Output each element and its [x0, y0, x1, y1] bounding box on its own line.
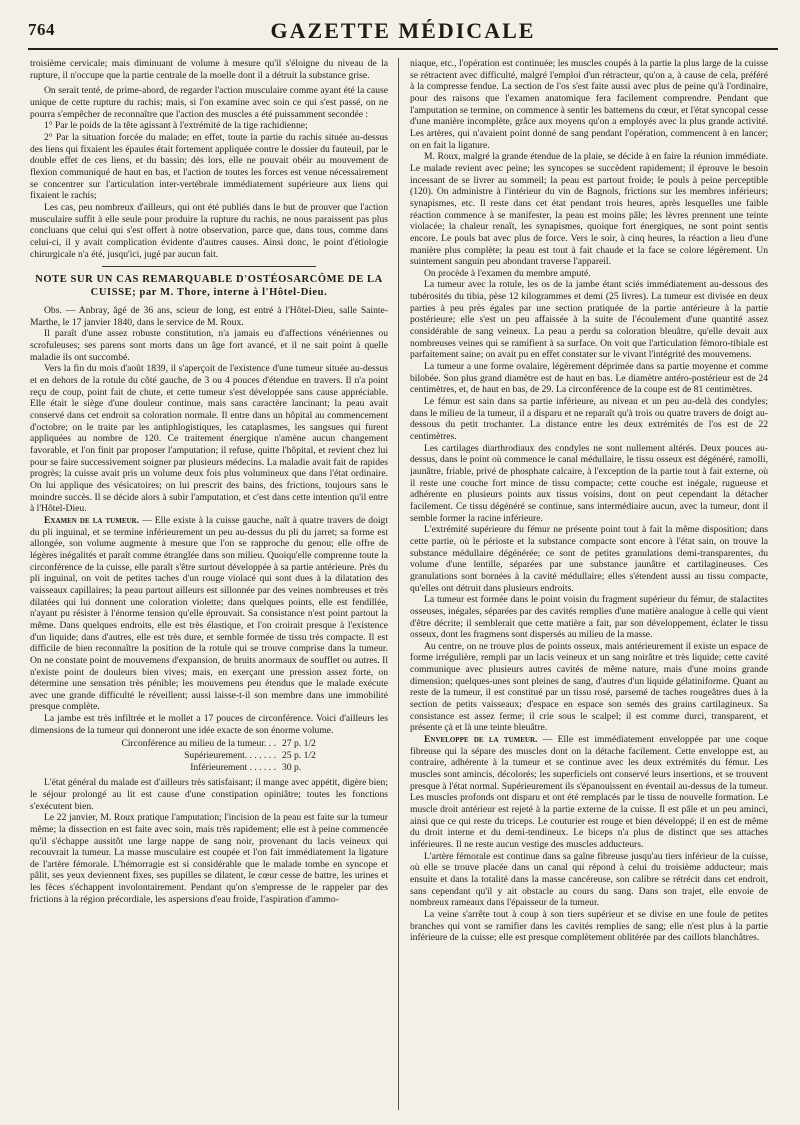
measurement-row: [30, 750, 388, 762]
paragraph: [30, 515, 388, 713]
title-rule: [102, 266, 317, 267]
measurement-value: 30 p.: [282, 761, 302, 773]
paragraph: niaque, etc., l'opération est continuée; les muscles coupés à la partie la plus large de la cuisse se rétractent avec difficulté, malgré l'emploi d'un rétracteur, qu'on a, à cause de cela, préféré à la compresse fendue. La section de l'os s'est faite aussi avec plus de peine qu'à l'ordinaire, pour des raisons que l'examen anatomique fera facilement comprendre. Pendant que l'amputation se termine, on commence à sentir les battemens du cœur, et l'état syncopal cesse d'une manière incomplète, grâce aux moyens qu'on a employés avec la plus grande activité. Les artères, qui n'avaient point donné de sang pendant l'opération, commencent à en lancer; on en fait la ligature.: [410, 58, 768, 151]
paragraph: Les cartilages diarthrodiaux des condyles ne sont nullement altérés. Deux pouces au-dessus, dans le point où commence le canal médullaire, le tissu osseux est dégénéré, ramolli, jaunâtre, friable, privé de phosphate calcaire, à l'exception de la partie tout à fait externe, où il reste une couche fort mince de tissu compacte; cette couche est inégale, rugueuse et adhérente en plusieurs points aux tissus voisins, dont on peut cependant la détacher facilement. Ce tissu dégénéré se continue, sans intermédiaire aucun, avec la tumeur, dont il semble former la racine inférieure.: [410, 442, 768, 524]
paragraph: troisième cervicale; mais diminuant de volume à mesure qu'il s'éloigne du niveau de la rupture, il n'occupe que la partie centrale de la moelle dont il a détruit la substance grise.: [30, 58, 388, 81]
paragraph: Le 22 janvier, M. Roux pratique l'amputation; l'incision de la peau est faite sur la tumeur même; la dissection en est faite avec soin, mais très rapidement; elle est à peine commencée qu'il s'échappe aussitôt une large nappe de sang noir, provenant du lacis veineux qui recouvrait la tumeur. La masse musculaire est coupée et l'on fait immédiatement la ligature de l'artère fémorale. L'hémorragie est si considérable que le malade tombe en syncope et pâlit, ses yeux deviennent fixes, ses pupilles se dilatent, le cœur cesse de battre, les urines et les fèces s'échappent involontairement. Pendant qu'on s'empresse de le rappeler par des frictions à la région précordiale, les aspersions d'eau froide, l'aspiration d'ammo-: [30, 812, 388, 905]
page-number: 764: [28, 20, 55, 39]
measurement-value: 25 p. 1/2: [282, 750, 316, 762]
paragraph: On procède à l'examen du membre amputé.: [424, 267, 591, 279]
column-divider: [398, 58, 399, 1110]
measurement-label: Supérieurement. . . . . . .: [184, 750, 276, 762]
right-column: [410, 58, 768, 1110]
paragraph: 2° Par la situation forcée du malade; en effet, toute la partie du rachis située au-dessus des liens qui fixaient les épaules était fortement appliquée contre le dossier du fauteuil, par le double effet de ces liens, et du bassin; dès lors, elle ne pouvait obéir au mouvement de flexion communiqué de haut en bas, et l'action de toutes les forces est venue nécessairement se concentrer sur l'articulation inter-vertébrale immédiatement supérieure aux liens qui fixaient le rachis;: [30, 131, 388, 202]
paragraph: L'extrémité supérieure du fémur ne présente point tout à fait la même disposition; dans cette partie, où le périoste et la substance compacte sont encore à l'état sain, on trouve la substance médullaire dégénérée; ce sont de petites granulations demi-transparentes, du volume d'une lentille, séparées par une substance jaunâtre et cartilagineuses. Ces granulations sont bornées à la cavité médullaire; elles s'étendent aussi au tissu compacte, qu'elles ont détruit dans plusieurs endroits.: [410, 524, 768, 594]
measurements-table: [30, 738, 388, 773]
measurement-value: 27 p. 1/2: [282, 738, 316, 750]
paragraph: 1° Par le poids de la tête agissant à l'extrémité de la tige rachidienne;: [44, 120, 308, 132]
paragraph-text: — Elle existe à la cuisse gauche, naît à quatre travers de doigt du pli inguinal, et se termine inférieurement un peu au-dessus du pli du jarret; sa forme est allongée, son volume augmente à mesure que l'on se rapproche du genou; elle offre de légères inégalités et paraît comme étranglée dans son milieu. Quoiqu'elle comprenne toute la circonférence de la cuisse, elle paraît s'être surtout développée à sa partie antérieure. Près du pli inguinal, on voit de petites taches d'un rouge violacé qui sont dues à la dilatation des vaisseaux capillaires; la peau partout ailleurs est sillonnée par des veines nombreuses et très dilatées qui lui donnent une coloration violette; dans quelques points, elle est fendillée, n'ayant pu résister à l'énorme tension qu'elle éprouvait. Sa consistance n'est point partout la même. Dans quelques endroits, elle est très élastique, et l'on croirait presque à l'existence d'un liquide; dans d'autres, elle est très dure, et semble formée de tissu très compacte. Il est difficile de bien reconnaître la position de la rotule qui se trouve comprise dans la tumeur. On ne constate point de mouvemens d'expansion, de bruits anormaux de soufflet ou autres. Il n'existe point de douleurs bien vives; mais, en exerçant une pression assez forte, on détermine une sensation très pénible; les mouvemens peu étendus que le malade exécute avec une grande difficulté le réveillent; aussi laisse-t-il son membre dans une immobilité presque complète.: [30, 514, 388, 713]
paragraph: La veine s'arrête tout à coup à son tiers supérieur et se divise en une foule de petites branches qui vont se ramifier dans les cavités remplies de sang; elle n'est plus à la partie inférieure de la cuisse; elle est presque complètement oblitérée par des caillots blanchâtres.: [410, 908, 768, 944]
left-column: [30, 58, 388, 1110]
article-title-line-1: NOTE SUR UN CAS REMARQUABLE D'OSTÉOSARCÔME DE LA: [35, 274, 383, 286]
paragraph: Le fémur est sain dans sa partie inférieure, au niveau et un peu au-delà des condyles; dans le milieu de la tumeur, il a disparu et ne reparaît qu'à trois ou quatre travers de doigt au-dessous du petit trochanter. La distance entre les deux extrémités de l'os est de 22 centimètres.: [410, 396, 768, 442]
measurement-row: [30, 762, 388, 774]
paragraph: On serait tenté, de prime-abord, de regarder l'action musculaire comme ayant été la cause unique de cette rupture du rachis; mais, si l'on examine avec soin ce qui s'est passé, on ne pourra s'empêcher de reconnaître que l'action des muscles a été puissamment secondée :: [30, 85, 388, 120]
paragraph-text: — Elle est immédiatement enveloppée par une coque fibreuse qui la sépare des muscles dont on la détache facilement. Cette enveloppe est, au contraire, adhérente à la tumeur et se continue avec les deux extrémités du fémur. Les muscles sont amincis, décolorés; les superficiels ont conservé leurs insertions, et se trouvent presque à l'état normal. Supérieurement ils s'épanouissent en éventail au-dessus de la tumeur. Les muscles profonds ont disparu et ont été remplacés par le tissu de nouvelle formation. Le muscle droit antérieur est rejeté à la partie externe de la cuisse. Il est pâle et un peu aminci, ainsi que ce qui reste du triceps. Le couturier est rouge et bien développé; il en est de même du droit interne et du demi-tendineux. Le biceps n'a plus de distinct que ses attaches inférieures. Il ne reste aucun vestige des muscles adducteurs.: [410, 734, 768, 850]
journal-title: GAZETTE MÉDICALE: [270, 18, 536, 43]
measurement-label: Circonférence au milieu de la tumeur. . .: [121, 738, 276, 750]
paragraph: Les cas, peu nombreux d'ailleurs, qui ont été publiés dans le but de prouver que l'action musculaire suffit à elle seule pour produire la rupture du rachis, ne nous paraissent pas plus concluans que celui qui s'est offert à notre observation, parce que, dans tous, comme dans celui-ci, il y avait complication évidente d'autres causes. Ainsi donc, le point d'étiologie chirurgicale n'a été, jusqu'ici, jugé par aucun fait.: [30, 201, 388, 260]
paragraph: Obs. — Anbray, âgé de 36 ans, scieur de long, est entré à l'Hôtel-Dieu, salle Sainte-Marthe, le 17 janvier 1840, dans le service de M. Roux.: [30, 305, 388, 328]
paragraph: La tumeur est formée dans le point voisin du fragment supérieur du fémur, de stalactites osseuses, inégales, séparées par des cavités remplies d'une matière analogue à celle qui vient d'être décrite; il semblerait que cette matière a fait, par son développement, éclater le tissu osseux, dont les fragmens sont dispersés au milieu de la masse.: [410, 594, 768, 641]
paragraph: La tumeur a une forme ovalaire, légèrement déprimée dans sa partie moyenne et comme bilobée. Son plus grand diamètre est de haut en bas. Le diamètre antéro-postérieur est de 24 centimètres, et, de haut en bas, de 29. La circonférence de la coupe est de 81 centimètres.: [410, 361, 768, 396]
measurement-row: [30, 738, 388, 750]
paragraph: M. Roux, malgré la grande étendue de la plaie, se décide à en faire la réunion immédiate. Le malade revient avec peine; les syncopes se succèdent rapidement; il éprouve le besoin incessant de se livrer au sommeil; la peau est partout froide; le pouls à peine perceptible (120). On administre à l'intérieur du vin de Bagnols, frictions sur les membres inférieurs; synapismes, etc. Il reste dans cet état pendant trois heures, après lesquelles une faible réaction commence à se manifester, la peau est moins pâle; les lèvres prennent une teinte violacée; la chaleur renaît, les synapismes, quoique fort énergiques, ne sont point sentis encore. Le pouls bat avec plus de force. Vers le soir, à cinq heures, la réaction a lieu d'une manière plus complète; la peau est tout à fait chaude et la face se colore légèrement. Un suintement sanguin peu abondant traverse l'appareil.: [410, 151, 768, 268]
paragraph: Au centre, on ne trouve plus de points osseux, mais antérieurement il existe un espace de forme irrégulière, rempli par un lacis veineux et un sang noirâtre et très liquide; cette cavité communique avec plusieurs autres cavités de même nature, mais d'une moins grande dimension; quelques-unes sont pleines de sang, d'autres d'un liquide gélatiniforme. Quant au reste de la tumeur, il est constitué par un tissu rosé, parsemé de taches rougeâtres dues à la section de petits vaisseaux; d'espace en espace son semés des grains cartilagineux. Sa consistance est assez ferme; il crie sous le scalpel; il est comme durci, transparent, et présente çà et là une teinte bleuâtre.: [410, 640, 768, 734]
paragraph: La jambe est très infiltrée et le mollet a 17 pouces de circonférence. Voici d'ailleurs les dimensions de la tumeur qui donneront une idée exacte de son énorme volume.: [30, 713, 388, 736]
paragraph: L'état général du malade est d'ailleurs très satisfaisant; il mange avec appétit, digère bien; le séjour prolongé au lit est cause d'une constipation opiniâtre; toutes les fonctions s'exécutent bien.: [30, 777, 388, 812]
measurement-label: Inférieurement . . . . . .: [190, 761, 276, 773]
page-header: [28, 14, 778, 50]
paragraph: [410, 734, 768, 851]
paragraph: Vers la fin du mois d'août 1839, il s'aperçoit de l'existence d'une tumeur située au-dessus et en dehors de la rotule du côté gauche, de 3 ou 4 pouces d'étendue en travers. Il n'a point reçu de coup, point fait de chute, et cette tumeur s'est développée sans cause appréciable. Elle était le siège d'une douleur continue, mais sans caractère lancinant; la peau avait conservé dans cet endroit sa coloration normale. Il entre dans un hôpital au commencement d'octobre; on le traite par les antiphlogistiques, les cataplasmes, les sangsues qui furent appliquées au nombre de 120. Ce traitement énergique n'amène aucun changement favorable, et l'on finit par proposer l'amputation; il refuse, quitte l'hôpital, et revient chez lui pour se faire successivement soigner par plusieurs médecins. La maladie avait fait de rapides progrès; la cuisse avait pris un volume deux fois plus volumineux que dans l'état ordinaire. On lui applique des vésicatoires; on lui prescrit des bains, des frictions, toujours sans le moindre succès. Il se décide alors à subir l'amputation, et c'est dans cette intention qu'il entre à l'Hôtel-Dieu.: [30, 363, 388, 515]
paragraph: La tumeur avec la rotule, les os de la jambe étant sciés immédiatement au-dessous des tubérosités du tibia, pèse 12 kilogrammes et demi (25 livres). La tumeur est divisée en deux parties à peu près égales par une section pratiquée de la partie antérieure à la partie postérieure; elle s'est un peu affaissée à la suite de l'écoulement d'une quantité assez considérable de sang veineux. La peau a perdu sa coloration bleuâtre, qu'elle devait aux nombreuses veines qui se ramifient à sa surface. On voit que l'articulation fémoro-tibiale est parfaitement saine; on avait pu en effet constater sur le vivant l'intégrité des mouvemens.: [410, 279, 768, 361]
paragraph: L'artère fémorale est continue dans sa gaîne fibreuse jusqu'au tiers inférieur de la cuisse, où elle se trouve placée dans un canal qui répond à celui du troisième adducteur; mais ensuite et dans la totalité dans la masse cancéreuse, son calibre se rétrécit dans cet endroit, sans cependant qu'il y ait obstacle au cours du sang. Dans son trajet, elle envoie de nombreux rameaux dans l'épaisseur de la tumeur.: [410, 850, 768, 909]
article-title: [30, 266, 388, 299]
paragraph: Il paraît d'une assez robuste constitution, n'a jamais eu d'affections vénériennes ou scrofuleuses; ses parens sont morts dans un âge fort avancé, et il ne sait point à quelle maladie ils ont succombé.: [30, 328, 388, 363]
section-heading: Enveloppe de la tumeur.: [424, 734, 538, 746]
section-heading: Examen de la tumeur.: [44, 514, 139, 526]
article-title-line-2: CUISSE; par M. Thore, interne à l'Hôtel-Dieu.: [90, 287, 328, 299]
